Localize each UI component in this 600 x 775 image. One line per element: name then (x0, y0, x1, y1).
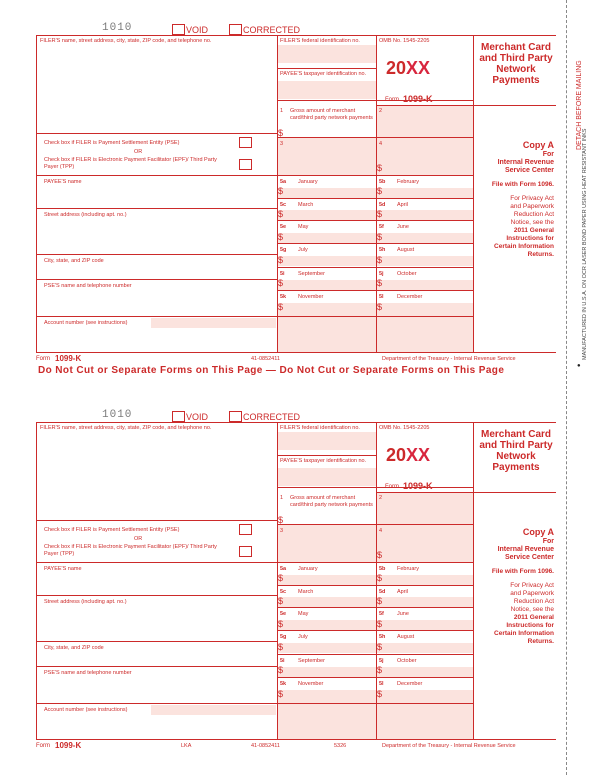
tax-year: 20XX (386, 58, 431, 78)
form-title: Merchant Card and Third Party Network Payments (479, 42, 553, 86)
epf-label: Check box if FILER is Electronic Payment Facilitator (EPF)/ Third Party Payer (TPP) (44, 157, 217, 170)
corrected-checkbox[interactable] (229, 411, 242, 422)
filer-id-label: FILER'S federal identification no. (280, 38, 360, 44)
epf-checkbox[interactable] (239, 159, 252, 170)
street-label: Street address (including apt. no.) (44, 212, 127, 218)
detach-perforation (566, 0, 567, 775)
corrected-checkbox[interactable] (229, 24, 242, 35)
bullet-icon: ● (577, 363, 581, 369)
form-copy-bottom: 1010 VOID CORRECTED FILER'S name, street address, city, state, ZIP code, and telephone no. FILER'S federal identification no. PAYEE'S taxpayer identification no. OMB No. 1545-2205 20XX Form 1099-K Merchant Card and Third Party Network Payments 1 Gross amount of merchant card/third party network payments $ 2 3 4 $ Check box if FILER is Payment Settlement Entity (PSE) OR Check box if FILER is Electronic Payment Facilitator (EPF)/ Third Party Payer (TPP) PAYEE'S name Street address (including apt. no.) City, state, and ZIP code PSE'S name and telephone number Account number (see instructions) 5a January 5b February 5c March 5d April 5e May 5f June 5g July 5h August 5i September 5j October 5k November 5l December $ $ $ $ $ $ $ $ $ $ $ $ Copy A For Internal Revenue Service Center File with Form 1096. For Privacy Act and Paperwork Reduction Act Notice, see the 2011 General Instructions for Certain Information Returns. Form 1099-K LKA 41-0852411 5326 Department of the Treasury - Internal Revenue Service (36, 387, 556, 775)
filer-name-label: FILER'S name, street address, city, state, ZIP code, and telephone no. (40, 38, 212, 44)
payee-name-label: PAYEE'S name (44, 179, 82, 185)
form-title: Merchant Card and Third Party Network Payments (479, 429, 553, 473)
payee-tin-label: PAYEE'S taxpayer identification no. (280, 71, 367, 77)
copy-notes: Copy A For Internal Revenue Service Center File with Form 1096. For Privacy Act and Paperwork Reduction Act Notice, see the 2011 General Instructions for Certain Information Returns. (491, 140, 554, 258)
manufactured-notice: MANUFACTURED IN U.S.A. ON OCR LASER BOND PAPER USING HEAT RESISTANT INKS (582, 128, 588, 360)
omb-label: OMB No. 1545-2205 (379, 38, 430, 44)
copy-notes: Copy A For Internal Revenue Service Center File with Form 1096. For Privacy Act and Paperwork Reduction Act Notice, see the 2011 General Instructions for Certain Information Returns. (491, 527, 554, 645)
city-label: City, state, and ZIP code (44, 258, 104, 264)
pse-checkbox[interactable] (239, 137, 252, 148)
footer-lka: LKA (181, 743, 192, 749)
do-not-cut-notice: Do Not Cut or Separate Forms on This Page — Do Not Cut or Separate Forms on This Page (38, 365, 505, 376)
corrected-label: CORRECTED (243, 25, 301, 35)
form-code: 1010 (102, 22, 133, 34)
footer-dept: Department of the Treasury - Internal Revenue Service (382, 356, 516, 362)
form-copy-top: 1010 VOID CORRECTED FILER'S name, street address, city, state, ZIP code, and telephone no. FILER'S federal identification no. PAYEE'S taxpayer identification no. OMB No. 1545-2205 20XX Form 1099-K Merchant Card and Third Party Network Payments 1 Gross amount of merchant card/third party network payments $ 2 3 4 $ Check box if FILER is Payment Settlement Entity (PSE) OR Check box if FILER is Electronic Payment Facilitator (EPF)/ Third Party Payer (TPP) PAYEE'S name Street address (including apt. no.) City, state, and ZIP code PSE'S name and telephone number Account number (see instructions) 5a January 5b February 5c March 5d April 5e May 5f June 5g July 5h August 5i September 5j October 5k November 5l December $ $ $ $ $ $ $ $ $ $ $ $ Copy A For Internal Revenue Service Center File with Form 1096. For Privacy Act and Paperwork Reduction Act Notice, see the 2011 General Instructions for Certain Information Returns. Form 1099-K 41-0852411 Department of the Treasury - Internal Revenue Service Do Not Cut or Separate Forms on This Page — Do Not Cut or Separate Forms on This Page (36, 0, 556, 388)
void-label: VOID (186, 25, 209, 35)
form-name: 1099-K (403, 94, 433, 104)
detach-notice: DETACH BEFORE MAILING (576, 60, 583, 150)
footer-5326: 5326 (334, 743, 347, 749)
tax-year: 20XX (386, 445, 431, 465)
void-checkbox[interactable] (172, 24, 185, 35)
box1-label: Gross amount of merchant card/third party network payments (290, 108, 373, 121)
account-label: Account number (see instructions) (44, 320, 128, 326)
pse-label: Check box if FILER is Payment Settlement Entity (PSE) (44, 140, 180, 146)
form-label: Form (385, 97, 399, 103)
pse-checkbox[interactable] (239, 524, 252, 535)
pse-name-label: PSE'S name and telephone number (44, 283, 132, 289)
epf-checkbox[interactable] (239, 546, 252, 557)
void-checkbox[interactable] (172, 411, 185, 422)
